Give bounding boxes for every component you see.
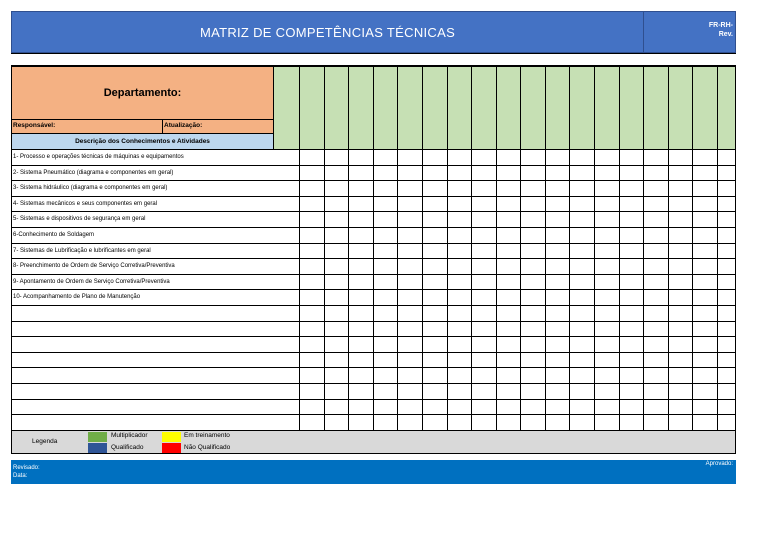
legend-label-em-treinamento: Em treinamento: [184, 432, 230, 439]
legend-label-multiplicador: Multiplicador: [111, 432, 148, 439]
row-divider: [274, 383, 736, 384]
update-label[interactable]: Atualização:: [164, 122, 203, 129]
employee-columns-header[interactable]: [274, 66, 736, 150]
column-divider: [422, 67, 423, 151]
column-divider: [447, 67, 448, 151]
skill-row[interactable]: 7- Sistemas de Lubrificação e lubrificantes em geral: [11, 244, 274, 260]
column-divider: [520, 67, 521, 151]
skill-row[interactable]: 9- Apontamento de Ordem de Serviço Corretiva/Preventiva: [11, 275, 274, 291]
row-divider: [274, 180, 736, 181]
row-divider: [274, 352, 736, 353]
row-divider: [274, 414, 736, 415]
skill-row[interactable]: [11, 306, 274, 322]
column-divider: [348, 67, 349, 151]
skill-row[interactable]: [11, 322, 274, 338]
skill-row[interactable]: [11, 384, 274, 400]
skill-row[interactable]: [11, 415, 274, 431]
column-divider: [299, 67, 300, 151]
description-header: Descrição dos Conhecimentos e Atividades: [11, 134, 274, 150]
revision-label: Rev.: [718, 31, 733, 38]
skill-row[interactable]: 6-Conhecimento de Soldagem: [11, 228, 274, 244]
row-divider: [274, 227, 736, 228]
skill-row[interactable]: 5- Sistemas e dispositivos de segurança em geral: [11, 212, 274, 228]
skill-row[interactable]: 4- Sistemas mecânicos e seus componentes em geral: [11, 197, 274, 213]
row-divider: [274, 336, 736, 337]
review-info: [13, 464, 40, 480]
header-bar: [11, 11, 736, 53]
legend: [11, 430, 736, 454]
swatch-multiplicador: [88, 432, 107, 442]
row-divider: [274, 305, 736, 306]
row-divider: [274, 196, 736, 197]
skill-row[interactable]: 2- Sistema Pneumático (diagrama e componentes em geral): [11, 166, 274, 182]
legend-label-qualificado: Qualificado: [111, 444, 144, 451]
legend-title: Legenda: [32, 438, 58, 445]
date-label[interactable]: Data:: [13, 473, 28, 479]
skill-row[interactable]: 3- Sistema hidráulico (diagrama e componentes em geral): [11, 181, 274, 197]
form-code: FR-RH-: [708, 22, 733, 29]
swatch-nao-qualificado: [162, 443, 181, 453]
column-divider: [619, 67, 620, 151]
skill-row[interactable]: [11, 337, 274, 353]
column-divider: [373, 67, 374, 151]
column-divider: [545, 67, 546, 151]
skill-row[interactable]: 1- Processo e operações técnicas de máquinas e equipamentos: [11, 150, 274, 166]
column-divider: [692, 67, 693, 151]
skill-row[interactable]: [11, 400, 274, 416]
column-divider: [668, 67, 669, 151]
divider: [162, 120, 163, 133]
responsible-label[interactable]: Responsável:: [13, 122, 56, 129]
row-divider: [274, 165, 736, 166]
column-divider: [643, 67, 644, 151]
row-divider: [274, 399, 736, 400]
row-divider: [274, 258, 736, 259]
footer-bar: [11, 460, 736, 484]
row-divider: [274, 367, 736, 368]
reviewed-label[interactable]: Revisado:: [13, 465, 40, 471]
document-title: MATRIZ DE COMPETÊNCIAS TÉCNICAS: [12, 12, 644, 52]
column-divider: [594, 67, 595, 151]
swatch-qualificado: [88, 443, 107, 453]
approved-label[interactable]: Aprovado:: [705, 461, 733, 467]
row-divider: [274, 274, 736, 275]
column-divider: [397, 67, 398, 151]
skill-row[interactable]: 8- Preenchimento de Ordem de Serviço Corretiva/Preventiva: [11, 259, 274, 275]
column-divider: [569, 67, 570, 151]
competency-grid[interactable]: [274, 150, 736, 430]
column-divider: [717, 67, 718, 151]
row-divider: [274, 211, 736, 212]
column-divider: [324, 67, 325, 151]
skill-row[interactable]: [11, 368, 274, 384]
skill-row[interactable]: [11, 353, 274, 369]
row-divider: [274, 321, 736, 322]
department-label[interactable]: Departamento:: [11, 66, 274, 120]
legend-label-nao-qualificado: Não Qualificado: [184, 444, 231, 451]
row-divider: [274, 289, 736, 290]
responsible-row: [11, 120, 274, 134]
skill-row[interactable]: 10- Acompanhamento de Plano de Manutenção: [11, 290, 274, 306]
divider: [11, 53, 736, 54]
row-divider: [274, 243, 736, 244]
swatch-em-treinamento: [162, 432, 181, 442]
document-code: [709, 21, 733, 39]
column-divider: [471, 67, 472, 151]
column-divider: [496, 67, 497, 151]
